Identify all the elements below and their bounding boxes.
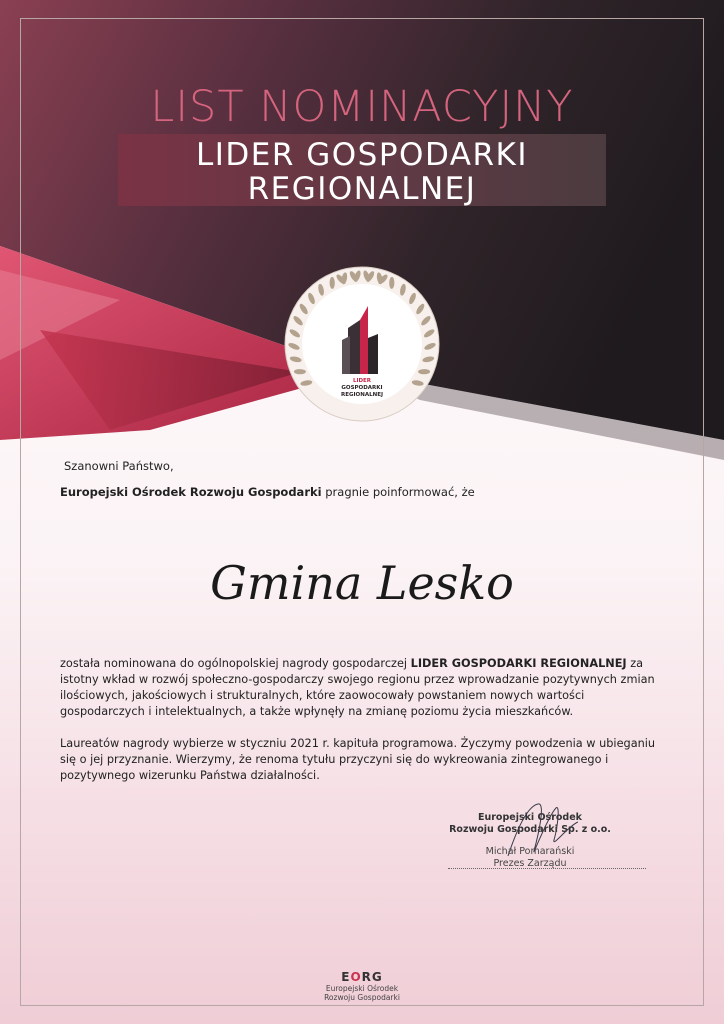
signature-org-line1: Europejski Ośrodek — [477, 812, 582, 823]
signatory-role: Prezes Zarządu — [493, 858, 567, 869]
nomination-paragraph — [60, 656, 670, 720]
award-title-line2: REGIONALNEJ — [247, 171, 477, 207]
footer-mark-e: E — [341, 970, 351, 984]
emblem-text-line2: GOSPODARKI — [341, 385, 383, 391]
laureates-paragraph: Laureatów nagrody wybierze w styczniu 2021 r. kapituła programowa. Życzymy powodzenia w ubieganiu się o jej przyznanie. Wierzymy, że renoma tytułu przyczyni się do wykreowania zintegrowanego i pozytywnego wizerunku Państwa działalności. — [60, 737, 656, 782]
document-title: LIST NOMINACYJNY — [150, 82, 574, 132]
award-title-box — [118, 134, 606, 206]
signatory — [420, 846, 640, 870]
footer-line2: Rozwoju Gospodarki — [324, 993, 400, 1002]
emblem-text-line3: REGIONALNEJ — [341, 392, 383, 398]
intro-line — [60, 485, 475, 499]
greeting: Szanowni Państwo, — [64, 459, 174, 473]
paragraph1-award: LIDER GOSPODARKI REGIONALNEJ — [410, 657, 627, 670]
emblem-text-line1: LIDER — [352, 378, 372, 384]
footer-logo — [0, 970, 724, 1002]
intro-organization: Europejski Ośrodek Rozwoju Gospodarki — [60, 485, 322, 499]
footer-line1: Europejski Ośrodek — [325, 984, 399, 993]
recipient-name: Gmina Lesko — [210, 556, 514, 610]
award-title-line1: LIDER GOSPODARKI — [195, 137, 528, 173]
signatory-name: Michał Pomarański — [485, 846, 575, 857]
paragraph1-before: została nominowana do ogólnopolskiej nagrody gospodarczej — [60, 657, 411, 670]
award-emblem-icon — [284, 266, 440, 422]
paragraph1-after: za istotny wkład w rozwój społeczno-gospodarczy swojego regionu przez wprowadzanie pozytywnych zmian ilościowych, jakościowych i strukturalnych, które zaowocowały powstaniem nowych wartości gospodarczych i intelektualnych, a także wpłynęły na zmianę poziomu życia mieszkańców. — [60, 657, 655, 718]
footer-mark-rg: RG — [361, 970, 383, 984]
signature-org-line2: Rozwoju Gospodarki Sp. z o.o. — [449, 824, 611, 835]
eorg-logo-icon — [0, 970, 724, 984]
signature-line — [448, 868, 646, 869]
footer-mark-o: O — [350, 970, 362, 984]
award-title — [118, 138, 606, 206]
intro-text: pragnie poinformować, że — [321, 485, 475, 499]
